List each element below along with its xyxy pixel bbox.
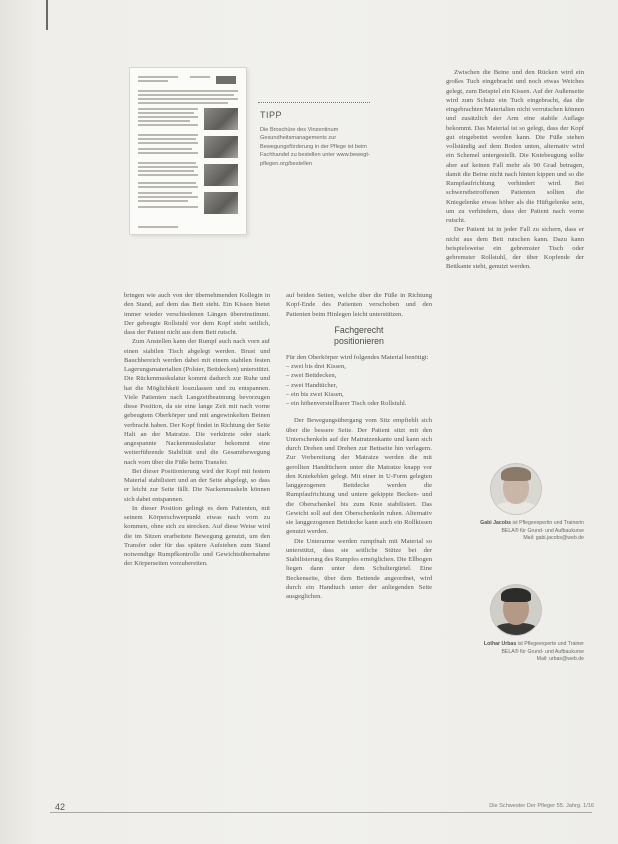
author-description: ist Pflegeexpertin und Trainerin BELA® für Grund- und Aufbaukurse bbox=[501, 520, 584, 534]
list-item: – ein bis zwei Kissen, bbox=[286, 390, 344, 398]
paragraph: Für den Oberkörper wird folgendes Material benötigt: bbox=[286, 353, 429, 361]
publication-source: Die Schwester Der Pfleger 55. Jahrg. 1/16 bbox=[489, 803, 594, 809]
paragraph: bringen wie auch von der übernehmenden Kollegin in den Stand, auf dem das Bett steht. Ein Kissen bietet immer wieder verschiedenen Längen übereinstimmt. Der gebeugte Rollstuhl vor dem Kopf steht seitlich, dass der Patient nicht aus dem Bett rutscht. bbox=[124, 292, 270, 336]
article-column-3 bbox=[446, 68, 584, 272]
author-mail: Mail: gabi.jacobs@web.de bbox=[523, 535, 584, 542]
paragraph: Bei dieser Positionierung wird der Kopf mit festem Material stabilisiert und an der Seite abgelegt, so dass er leicht zur Seite fällt. Die Nackenmuskeln können sich dabei entspannen. bbox=[124, 467, 270, 503]
list-item: – ein höhenverstellbarer Tisch oder Rollstuhl. bbox=[286, 400, 407, 407]
paragraph: Zwischen die Beine und den Rücken wird ein großes Tuch eingebracht und noch etwas Weiches gelegt, zum Beispiel ein Kissen. Auf der Außenseite wird zum Schutz ein Tuch eingebracht, das die eingebrachten Materialien nicht verrutschen können und zusätzlich der Arm eine stabile Auflage bekommt. Das Material ist so gelegt, dass der Kopf gut eingebettet werden kann. Die Füße stehen vollständig auf dem Boden unten, alternativ wird ein Schemel untergestellt. Die Kniebeugung sollte aber auf keinen Fall mehr als 90 Grad betragen, damit die Beine nicht nach hinten kippen und so die Rumpfaufrichtung verhindert wird. Bei schwerstbetroffenen Patienten sollten die Kniegelenke etwas höher als die Hüftgelenke sein, um zu verhindern, dass der Patient nach vorne rutscht. bbox=[446, 69, 584, 224]
page-number: 42 bbox=[55, 802, 66, 812]
section-heading: Fachgerecht positionieren bbox=[334, 324, 384, 346]
author-name: Gabi Jacobs bbox=[480, 520, 512, 526]
material-list bbox=[286, 362, 432, 408]
author-caption bbox=[466, 520, 584, 543]
author-photo bbox=[491, 464, 541, 514]
paragraph: In dieser Position gelingt es dem Patienten, mit seinem Körperschwerpunkt etwas nach vorn zu kommen, ohne sich zu strecken. Auf diese Weise wird die im Sitzen erarbeitete Bewegung genutzt, um den Transfer oder für das spätere Aufstehen zum Stand notwendige Rumpfkontrolle und Gewichtsübernahme der Körperseiten vorzubereiten. bbox=[124, 504, 270, 568]
author-name: Lothar Urbas bbox=[483, 641, 517, 647]
paragraph: Der Patient ist in jeder Fall zu sichern, dass er nicht aus dem Bett rutschen kann. Dazu kann beispielsweise ein gebremster Tisch oder gebremster Rollstuhl, der über Kopfende der Bettkante steht, genutzt werden. bbox=[446, 226, 584, 271]
paragraph: Die Unterarme werden rumpfnah mit Material so unterstützt, dass sie seitliche Stütze bei der Stabilisierung des Rumpfes ermöglichen. Die Ellbogen liegen dann unter dem Schultergürtel. Eine Beckenseite, über dem Bettende angeordnet, wird durch ein Handtuch unter der anliegenden Seite ausgeglichen. bbox=[286, 537, 432, 600]
tipp-heading: TIPP bbox=[260, 110, 283, 120]
binding-spine bbox=[46, 0, 48, 30]
author-description: ist Pflegeexperte und Trainer BELA® für Grund- und Aufbaukurse bbox=[501, 641, 584, 655]
list-item: – zwei Bettdecken, bbox=[286, 372, 337, 380]
list-item: – zwei bis drei Kissen, bbox=[286, 363, 346, 370]
paragraph: Der Bewegungsübergang vom Sitz empfiehlt sich über die bessere Seite. Der Patient sitzt mit den Unterschenkeln auf der Matratzenkante und kann sich durch Drehen und Drehen zur Bettseite hin verlagern. Zur Vorbereitung der Matratze werden die mit gerollten Handtüchern unter die Matratze knapp vor den Kniekehlen gelegt. Mit einer in U-Form gelegten langgezogenen Bettdecke werden die Rumpfaufrichtung und untere gekippte Becken- und die Oberschenkel bis zum Knie stabilisiert. Das Gewicht soll auf den Oberschenkeln ruhen. Alternativ sie langgezogenen Bettdecke kann auch ein Rollkissen genutzt werden. bbox=[286, 417, 432, 536]
list-item: – zwei Handtücher, bbox=[286, 381, 338, 389]
author-mail: Mail: urbas@web.de bbox=[536, 656, 584, 663]
author-caption bbox=[466, 641, 584, 664]
tipp-divider bbox=[258, 102, 370, 103]
footer-divider bbox=[50, 812, 592, 813]
brochure-thumbnail bbox=[130, 68, 246, 234]
paragraph: Zum Anstellen kann der Rumpf auch nach vorn auf einen stabilen Tisch abgelegt werden. Brust und Bauchbereich werden dabei mit einem stabilen festen Lagerungsmaterialien (Polster, Bettdecken) unterstützt. Die Rückenmuskulatur kommt dadurch zur Ruhe und hat die Möglichkeit loszulassen und zu entspannen. Viele Patienten nach Langzeitbeatmung bevorzugen diese Position, da sie eine lange Zeit mit nach vorne gebeugtem Oberkörper und mit angewinkelten Beinen verbracht haben. Der Kopf findet in Richtung der Seite Halt an der Matratze. Die verkürzte oder stark angespannte Nackenmuskulatur bekommt eine weiterführende Stabilität und die Gesamtbewegung nach vorn über die Füße beim Transfer. bbox=[124, 338, 270, 466]
article-column-1 bbox=[124, 291, 270, 569]
tipp-text: Die Broschüre des Vinzentinum Gesundheitsmanagements zur Bewegungsförderung in der Pflege ist beim Fachhandel zu bestellen unter www.bewegt-pflegen.org/bestellen bbox=[260, 127, 370, 167]
paragraph: auf beiden Seiten, welche über die Füße in Richtung Kopf-Ende des Patienten verschoben und den Patienten beim Hinlegen leicht unterstützen. bbox=[286, 292, 432, 318]
article-column-2 bbox=[286, 291, 432, 601]
author-photo bbox=[491, 585, 541, 635]
